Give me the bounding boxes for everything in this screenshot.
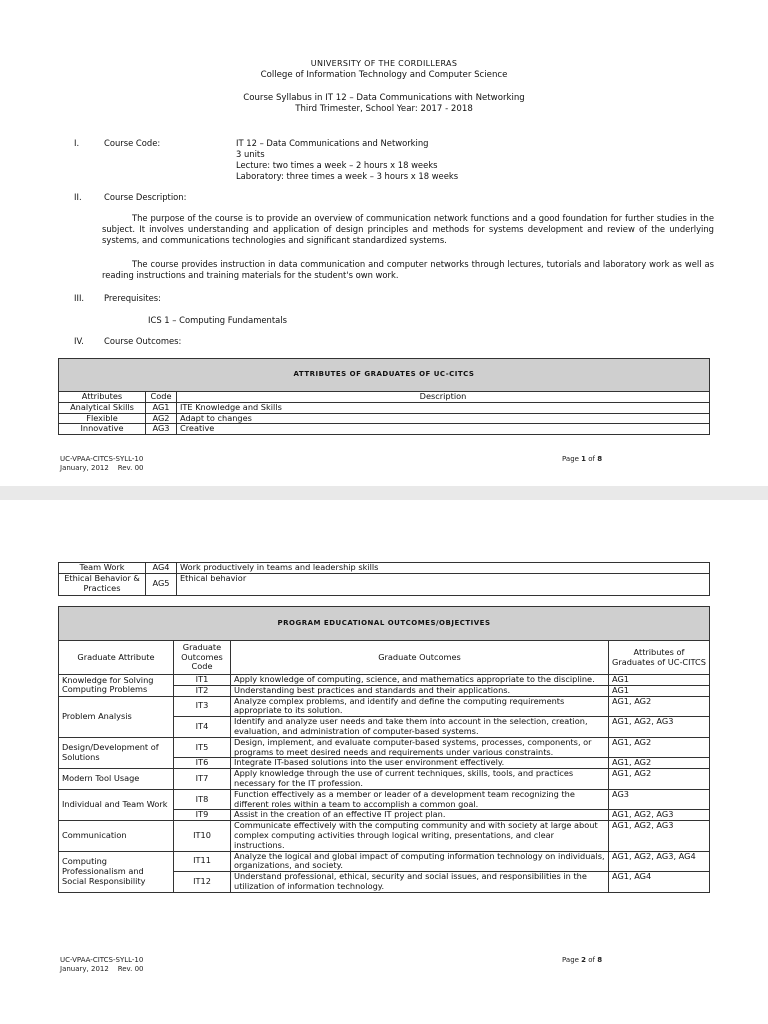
outcome-cell: Design, implement, and evaluate computer-based systems, processes, components, or programs to meet desired needs and requirements under various constraints. <box>231 737 609 758</box>
attribute-cell: Ethical Behavior & Practices <box>59 573 146 595</box>
course-code-line: IT 12 – Data Communications and Networking <box>236 138 429 148</box>
graduate-attribute-header: Graduate Attribute <box>59 641 174 675</box>
footer-doc-code: UC-VPAA-CITCS-SYLL-10 <box>60 956 144 964</box>
description-cell: ITE Knowledge and Skills <box>177 402 710 413</box>
syllabus-title: Course Syllabus in IT 12 – Data Communications with Networking <box>243 93 525 103</box>
description-cell: Adapt to changes <box>177 413 710 424</box>
table-row <box>59 737 710 758</box>
code-cell: AG2 <box>146 413 177 424</box>
lecture-line: Lecture: two times a week – 2 hours x 18 weeks <box>236 160 438 170</box>
graduate-attribute-cell: Problem Analysis <box>59 696 174 737</box>
attributes-cell: AG1, AG4 <box>609 872 710 893</box>
description-cell: Creative <box>177 424 710 435</box>
section-2-label: Course Description: <box>104 192 187 202</box>
attributes-cell: AG1 <box>609 685 710 696</box>
attributes-cell: AG1, AG2, AG3 <box>609 717 710 738</box>
footer-date: January, 2012 Rev. 00 <box>60 464 144 472</box>
prerequisite-course: ICS 1 – Computing Fundamentals <box>148 315 287 325</box>
attributes-header: Attributes <box>59 392 146 403</box>
code-cell: AG4 <box>146 563 177 574</box>
outcome-cell: Analyze complex problems, and identify and define the computing requirements appropriate to its solution. <box>231 696 609 717</box>
attributes-cell: AG1, AG2, AG3 <box>609 810 710 821</box>
outcome-code-cell: IT1 <box>174 675 231 686</box>
attributes-table <box>58 358 710 435</box>
table-row <box>59 851 710 872</box>
table-row <box>59 696 710 717</box>
attributes-table-title: ATTRIBUTES OF GRADUATES OF UC-CITCS <box>59 359 710 392</box>
footer-page-number: Page 2 of 8 <box>562 956 603 964</box>
outcome-code-cell: IT12 <box>174 872 231 893</box>
graduate-attribute-cell: Individual and Team Work <box>59 789 174 820</box>
attribute-cell: Flexible <box>59 413 146 424</box>
graduate-outcomes-header: Graduate Outcomes <box>231 641 609 675</box>
attributes-table-continued <box>58 562 710 596</box>
outcome-cell: Understand professional, ethical, security and social issues, and responsibilities in the utilization of information technology. <box>231 872 609 893</box>
graduate-attribute-cell: Computing Professionalism and Social Responsibility <box>59 851 174 892</box>
term-line: Third Trimester, School Year: 2017 - 2018 <box>295 104 473 114</box>
code-header: Code <box>146 392 177 403</box>
attributes-cell: AG3 <box>609 789 710 810</box>
graduate-attribute-cell: Communication <box>59 821 174 851</box>
table-row <box>59 769 710 790</box>
attributes-cell: AG1, AG2, AG3 <box>609 821 710 851</box>
graduate-attribute-cell: Modern Tool Usage <box>59 769 174 790</box>
code-cell: AG1 <box>146 402 177 413</box>
outcome-cell: Apply knowledge of computing, science, and mathematics appropriate to the discipline. <box>231 675 609 686</box>
attributes-cell: AG1 <box>609 675 710 686</box>
attribute-cell: Analytical Skills <box>59 402 146 413</box>
outcomes-table-title: PROGRAM EDUCATIONAL OUTCOMES/OBJECTIVES <box>59 607 710 641</box>
section-4-number: IV. <box>74 336 84 346</box>
attributes-cell: AG1, AG2, AG3, AG4 <box>609 851 710 872</box>
graduate-attribute-cell: Design/Development of Solutions <box>59 737 174 768</box>
outcome-cell: Apply knowledge through the use of current techniques, skills, tools, and practices necessary for the IT profession. <box>231 769 609 790</box>
table-row <box>59 563 710 574</box>
attributes-cell: AG1, AG2 <box>609 737 710 758</box>
section-1-number: I. <box>74 138 80 148</box>
outcome-cell: Function effectively as a member or leader of a development team recognizing the different roles within a team to accomplish a common goal. <box>231 789 609 810</box>
outcome-code-cell: IT9 <box>174 810 231 821</box>
course-description-paragraph-2: The course provides instruction in data communication and computer networks through lectures, tutorials and laboratory work as well as reading instructions and training materials for the student's own work. <box>102 259 714 280</box>
table-row <box>59 573 710 595</box>
section-3-label: Prerequisites: <box>104 293 161 303</box>
outcome-code-cell: IT8 <box>174 789 231 810</box>
page-1 <box>0 0 768 486</box>
attributes-cell: AG1, AG2 <box>609 758 710 769</box>
attributes-cell: AG1, AG2 <box>609 769 710 790</box>
footer-doc-code: UC-VPAA-CITCS-SYLL-10 <box>60 455 144 463</box>
description-cell: Work productively in teams and leadership skills <box>177 563 710 574</box>
attributes-cell: AG1, AG2 <box>609 696 710 717</box>
outcome-code-cell: IT10 <box>174 821 231 851</box>
section-3-number: III. <box>74 293 85 303</box>
section-1-label: Course Code: <box>104 138 161 148</box>
table-row <box>59 821 710 851</box>
table-row <box>59 413 710 424</box>
outcome-code-cell: IT4 <box>174 717 231 738</box>
outcome-cell: Communicate effectively with the computing community and with society at large about complex computing activities through logical writing, presentations, and clear instructions. <box>231 821 609 851</box>
table-row <box>59 402 710 413</box>
outcome-cell: Integrate IT-based solutions into the user environment effectively. <box>231 758 609 769</box>
page-2 <box>0 500 768 1024</box>
description-cell: Ethical behavior <box>177 573 710 595</box>
code-cell: AG3 <box>146 424 177 435</box>
outcome-code-cell: IT3 <box>174 696 231 717</box>
outcome-cell: Analyze the logical and global impact of computing information technology on individuals, organizations, and society. <box>231 851 609 872</box>
outcome-cell: Understanding best practices and standards and their applications. <box>231 685 609 696</box>
description-header: Description <box>177 392 710 403</box>
outcome-code-cell: IT5 <box>174 737 231 758</box>
graduate-attribute-cell: Knowledge for Solving Computing Problems <box>59 675 174 697</box>
attribute-cell: Innovative <box>59 424 146 435</box>
table-row <box>59 789 710 810</box>
course-units-line: 3 units <box>236 149 265 159</box>
laboratory-line: Laboratory: three times a week – 3 hours x 18 weeks <box>236 171 459 181</box>
outcome-code-cell: IT11 <box>174 851 231 872</box>
course-description-paragraph-1: The purpose of the course is to provide an overview of communication network functions and a good foundation for further studies in the subject. It involves understanding and application of design principles and methods for systems development and review of the underlying systems, and communications technologies and significant standardized systems. <box>102 213 714 245</box>
section-4-label: Course Outcomes: <box>104 336 182 346</box>
attribute-cell: Team Work <box>59 563 146 574</box>
outcome-cell: Identify and analyze user needs and take them into account in the selection, creation, evaluation, and administration of computer-based systems. <box>231 717 609 738</box>
outcome-cell: Assist in the creation of an effective IT project plan. <box>231 810 609 821</box>
table-row <box>59 675 710 686</box>
college-name: College of Information Technology and Computer Science <box>260 70 508 80</box>
attributes-of-graduates-header: Attributes of Graduates of UC-CITCS <box>609 641 710 675</box>
outcome-code-cell: IT7 <box>174 769 231 790</box>
outcome-code-cell: IT2 <box>174 685 231 696</box>
footer-date: January, 2012 Rev. 00 <box>60 965 144 973</box>
code-cell: AG5 <box>146 573 177 595</box>
university-name: UNIVERSITY OF THE CORDILLERAS <box>310 59 458 68</box>
section-2-number: II. <box>74 192 82 202</box>
outcomes-code-header: Graduate Outcomes Code <box>174 641 231 675</box>
outcomes-table <box>58 606 710 893</box>
table-row <box>59 424 710 435</box>
footer-page-number: Page 1 of 8 <box>562 455 603 463</box>
outcome-code-cell: IT6 <box>174 758 231 769</box>
